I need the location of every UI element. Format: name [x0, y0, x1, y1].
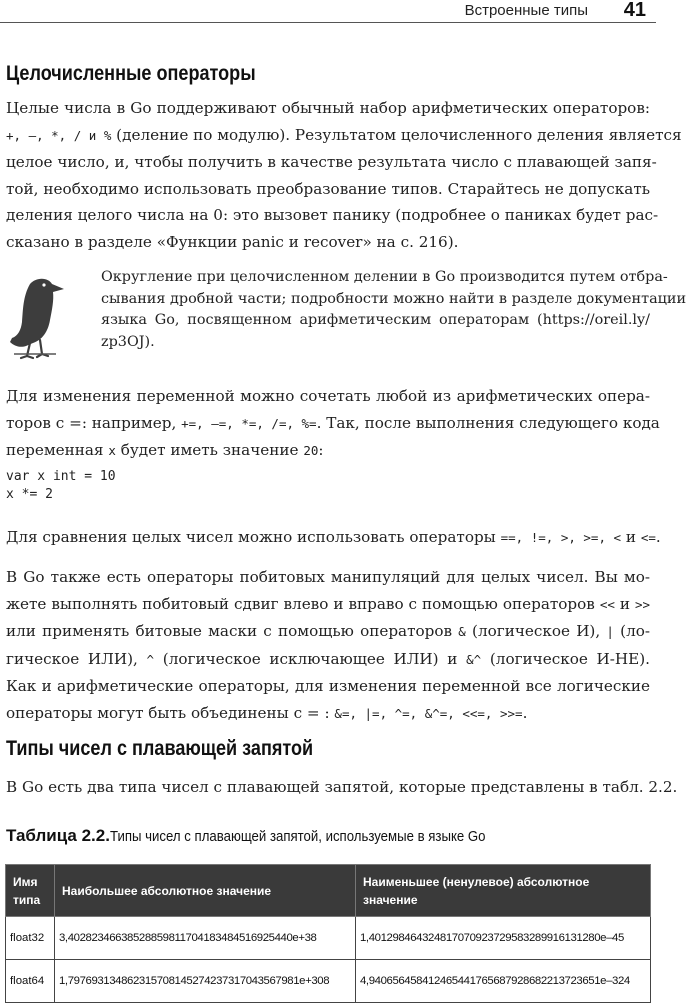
- cell-type: float32: [6, 917, 55, 960]
- note-line: zp3OJ).: [101, 333, 155, 350]
- text-line: деления целого числа на 0: это вызовет панику (подробнее о паниках будет рас-: [6, 206, 659, 224]
- table-caption-label: Таблица 2.2.: [6, 826, 110, 845]
- cell-min: 1,401298464324817070923729583289916131280e–45: [356, 917, 651, 960]
- text-line: [6, 618, 650, 646]
- inline-operators: +=, –=, *=, /=, %=: [181, 415, 317, 431]
- inline-operators: &=, |=, ^=, &^=, <<=, >>=: [334, 705, 523, 721]
- text-line: [6, 410, 660, 438]
- text-line: [6, 700, 650, 728]
- page-number: 41: [623, 0, 646, 21]
- text-fragment: Для сравнения целых чисел можно использовать операторы: [6, 528, 501, 546]
- text-line: Целые числа в Go поддерживают обычный набор арифметических операторов:: [6, 99, 650, 117]
- cell-max: 3,40282346638528859811704183484516925440e+38: [55, 917, 356, 960]
- inline-operator: &^: [466, 651, 482, 667]
- inline-variable: x: [108, 443, 116, 458]
- text-line: В Go также есть операторы побитовых манипуляций для целых чисел. Вы мо-: [6, 568, 650, 586]
- inline-value: 20: [303, 443, 319, 458]
- inline-operators: +, –, *, / и %: [6, 127, 112, 143]
- paragraph-comparison: [6, 524, 661, 552]
- paragraph-integer-ops: [6, 95, 682, 255]
- text-line: [6, 646, 650, 674]
- text-line: [6, 437, 650, 465]
- text-fragment: .: [522, 703, 528, 722]
- text-fragment: или применять битовые маски с помощью операторов: [6, 622, 459, 640]
- text-fragment: (логическое И-НЕ).: [481, 649, 650, 668]
- text-line: сказано в разделе «Функции panic и recover» на с. 216).: [6, 232, 459, 251]
- text-line: целое число, и, чтобы получить в качестве результата число с плавающей запя-: [6, 153, 657, 171]
- text-fragment: будет иметь значение: [115, 441, 304, 459]
- header-max-value: Наибольшее абсолютное значение: [55, 865, 356, 917]
- header-min-value: Наименьшее (ненулевое) абсолютное значение: [356, 865, 651, 917]
- table-row: [6, 917, 651, 960]
- note-line: Округление при целочисленном делении в Go производится путем отбра-: [101, 269, 668, 285]
- paragraph-bitwise: [6, 564, 650, 727]
- section-title-integer-operators: Целочисленные операторы: [6, 62, 256, 85]
- text-line: Для изменения переменной можно сочетать любой из арифметических опера-: [6, 387, 650, 405]
- text-fragment: операторы могут быть объединены с = :: [6, 703, 335, 722]
- text-fragment: (логическое И),: [465, 622, 607, 640]
- text-line: той, необходимо использовать преобразование типов. Старайтесь не допускать: [6, 179, 650, 198]
- text-fragment: жете выполнять побитовый сдвиг влево и вправо с помощью операторов: [6, 594, 600, 613]
- text-line: [6, 591, 650, 619]
- note-line: сывания дробной части; подробности можно найти в разделе документации: [101, 290, 686, 307]
- inline-operators: ==, !=, >, >=, <: [500, 530, 622, 545]
- cell-max: 1,797693134862315708145274237317043567981e+308: [55, 960, 356, 1003]
- note-line: языка Go, посвященном арифметическим операторам (https://oreil.ly/: [101, 312, 650, 328]
- text-fragment: и: [621, 528, 641, 546]
- paragraph-floating-intro: [6, 774, 678, 801]
- note-callout: [101, 267, 686, 353]
- float-types-table: [5, 864, 651, 1003]
- inline-operator: >>: [634, 596, 651, 612]
- text-fragment: (деление по модулю). Результатом целочисленного деления является: [111, 125, 682, 144]
- running-title: Встроенные типы: [464, 2, 588, 19]
- text-line: [6, 524, 661, 552]
- table-row: [6, 960, 651, 1003]
- code-block: var x int = 10 x *= 2: [6, 469, 116, 502]
- table-header-row: [6, 865, 651, 917]
- page-header: [0, 0, 656, 23]
- inline-operator: <<: [599, 596, 615, 612]
- inline-operator: |: [606, 624, 614, 639]
- text-line: Как и арифметические операторы, для изменения переменной все логические: [6, 677, 650, 695]
- header-type-name: Имя типа: [6, 865, 55, 917]
- text-fragment: .: [655, 528, 661, 546]
- text-fragment: (логическое исключающее ИЛИ) и: [154, 649, 467, 668]
- text-fragment: переменная: [6, 441, 109, 459]
- table-caption: [6, 826, 537, 846]
- text-fragment: торов с =: например,: [6, 413, 182, 432]
- text-line: В Go есть два типа чисел с плавающей запятой, которые представлены в табл. 2.2.: [6, 778, 678, 796]
- inline-operator: ^: [146, 651, 155, 667]
- inline-operator: &: [458, 624, 466, 639]
- text-fragment: :: [318, 441, 324, 459]
- cell-min: 4,940656458412465441765687928682213723651e–324: [356, 960, 651, 1003]
- text-line: [6, 122, 682, 150]
- crow-icon: [6, 270, 70, 360]
- text-fragment: . Так, после выполнения следующего кода: [316, 413, 660, 432]
- text-fragment: и: [614, 594, 635, 613]
- cell-type: float64: [6, 960, 55, 1003]
- text-fragment: гическое ИЛИ),: [6, 649, 147, 668]
- text-fragment: (ло-: [613, 622, 650, 640]
- paragraph-compound-assignment: [6, 383, 660, 465]
- inline-operator: <=: [640, 530, 656, 545]
- section-title-floating-point: Типы чисел с плавающей запятой: [6, 737, 314, 760]
- table-caption-text: Типы чисел с плавающей запятой, используемые в языке Go: [109, 828, 486, 845]
